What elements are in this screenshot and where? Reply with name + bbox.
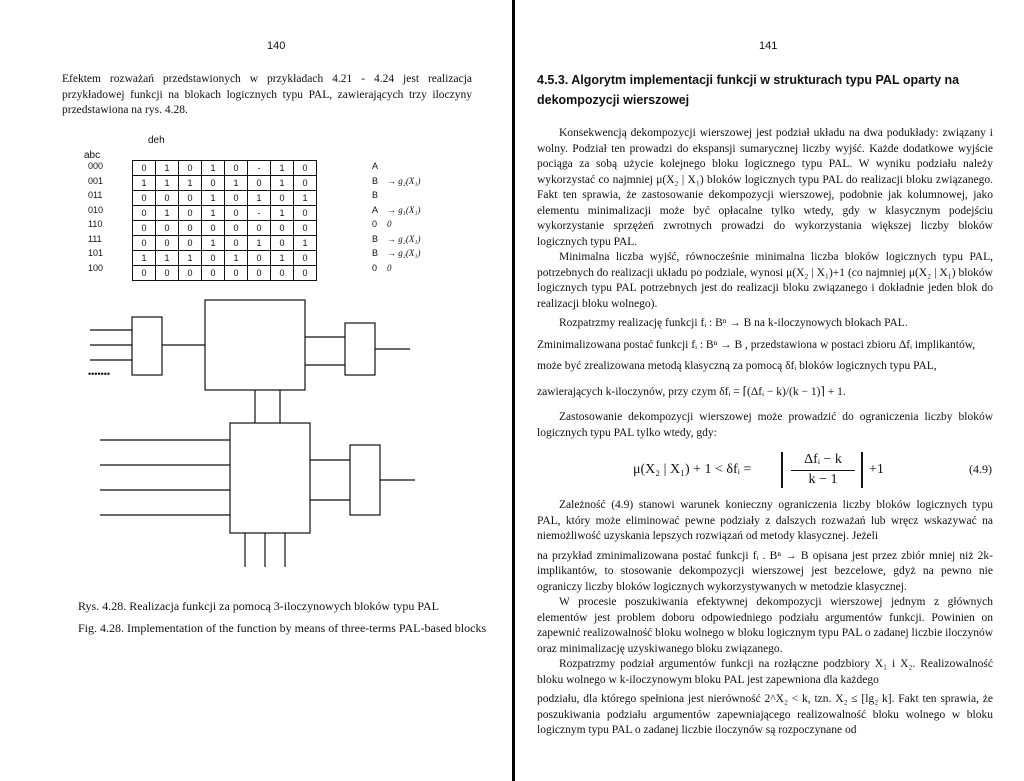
table-cell: 0 — [156, 191, 179, 206]
table-cell: 0 — [156, 266, 179, 281]
table-row — [133, 251, 317, 266]
row-label: 011 — [88, 190, 103, 200]
table-row — [133, 236, 317, 251]
paragraph: Zależność (4.9) stanowi warunek konieczny ograniczenia liczby bloków logicznych typu PAL, który może eliminować pewne podziały z dalszych rozważań lub wręcz wskazywać na niemożliwość uzyskania lepszych rozwiązań od metody klasycznej. Jeżeli — [537, 499, 993, 542]
pal-block-3 — [350, 445, 380, 515]
table-cell: 1 — [156, 161, 179, 176]
row-result: 0 — [387, 219, 392, 229]
equation-numerator: Δfᵢ − k — [804, 452, 842, 467]
table-cell: 0 — [225, 221, 248, 236]
paragraph: na przykład zminimalizowana postać funkcji fᵢ . Bⁿ → B opisana jest przez zbiór mniej niż 2k-implikantów, to stosowanie dekompozycji wierszowej jest bezcelowe, gdyż na pewno nie ograniczy liczby bloków logicznych wykorzystywanych w metodzie klasycznej. — [537, 549, 993, 593]
paragraph: może być zrealizowana metodą klasyczną za pomocą δfᵢ bloków logicznych typu PAL, — [537, 360, 937, 372]
row-mark: B — [372, 190, 379, 200]
table-cell: 0 — [248, 176, 271, 191]
table-cell: 0 — [248, 251, 271, 266]
row-mark: B — [372, 175, 379, 186]
table-cell: 0 — [179, 266, 202, 281]
table-cell: 0 — [133, 221, 156, 236]
table-cell: - — [248, 206, 271, 221]
table-cell: 1 — [271, 206, 294, 221]
table-cell: 1 — [156, 176, 179, 191]
truth-table — [132, 160, 317, 281]
table-row — [133, 191, 317, 206]
table-cell: 1 — [294, 236, 317, 251]
table-cell: 1 — [202, 236, 225, 251]
row-mark: A — [372, 161, 379, 171]
table-cell: 0 — [179, 191, 202, 206]
table-cell: 0 — [225, 236, 248, 251]
row-mark: B — [372, 233, 379, 244]
table-cell: 1 — [179, 251, 202, 266]
paragraph: Zminimalizowana postać funkcji fᵢ : Bⁿ → B , przedstawiona w postaci zbioru Δfᵢ implikantów, — [537, 338, 976, 351]
paragraph: W procesie poszukiwania efektywnej dekompozycji wierszowej jednym z głównych elementów jest problem doboru odpowiedniego podziału argumentów funkcji. Powinien on zapewnić realizowalność bloku wolnego w bloku logicznym typu PAL o zadanej liczbie iloczynów oraz minimalizację uzyskiwanego bloku związanego. — [537, 596, 993, 655]
table-cell: 0 — [271, 191, 294, 206]
table-cell: 0 — [225, 266, 248, 281]
table-cell: 1 — [271, 161, 294, 176]
table-cell: 0 — [202, 221, 225, 236]
table-cell: 1 — [225, 176, 248, 191]
table-cell: 0 — [294, 161, 317, 176]
paragraph: Konsekwencją dekompozycji wierszowej jest podział układu na dwa podukłady: związany i wolny. Podział ten prowadzi do ekspansji sumarycznej liczby wyjść. Każde dodatkowe wyjście pociąga za sobą użycie kolejnego bloku logicznego typu PAL. W wyniku podziału należy wykorzystać co najmniej μ(X₂ | X₁) bloków logicznych typu PAL do realizacji bloku związanego. Fakt ten sprawia, że zastosowanie dekompozycji wierszowej, podobnie jak kolumnowej, jako elementu minimalizacji może być opłacalne tylko wtedy, gdy w klasycznym podejściu wykorzystanie sprzężeń zwrotnych prowadzi do wykorzystania większej liczby bloków logicznych typu PAL. — [537, 127, 993, 248]
row-label: 101 — [88, 248, 104, 258]
table-cell: 1 — [202, 191, 225, 206]
ceil-right — [861, 452, 863, 488]
row-result: → g₂(X₁) — [387, 175, 421, 186]
table-col-header: deh — [148, 135, 165, 146]
row-label: 110 — [88, 219, 103, 229]
row-result: → g₂(X₁) — [387, 233, 421, 244]
table-cell: 0 — [133, 266, 156, 281]
pal-block-2 — [345, 323, 375, 375]
table-cell: 0 — [202, 251, 225, 266]
table-cell: 1 — [271, 176, 294, 191]
table-cell: 0 — [179, 221, 202, 236]
table-cell: 1 — [225, 251, 248, 266]
right-page — [515, 0, 1024, 781]
row-label: 001 — [88, 175, 104, 186]
table-cell: 0 — [133, 206, 156, 221]
section-heading: 4.5.3. Algorytm implementacji funkcji w strukturach typu PAL oparty na dekompozycji wierszowej — [537, 73, 960, 107]
body-text-bottom — [537, 498, 993, 739]
table-cell: 0 — [248, 266, 271, 281]
table-row — [133, 176, 317, 191]
table-cell: 0 — [294, 266, 317, 281]
row-mark: A — [372, 204, 379, 215]
table-cell: 1 — [202, 206, 225, 221]
table-cell: 0 — [294, 206, 317, 221]
table-cell: 0 — [133, 191, 156, 206]
body-text-top — [537, 126, 993, 441]
table-cell: 1 — [294, 191, 317, 206]
table-cell: 0 — [271, 236, 294, 251]
table-cell: 0 — [179, 161, 202, 176]
page-number: 140 — [267, 40, 286, 52]
intro-paragraph: Efektem rozważań przedstawionych w przykładach 4.21 - 4.24 jest realizacja przykładowej funkcji na blokach logicznych typu PAL, zawierających trzy iloczyny przedstawiona na rys. 4.28. — [62, 73, 472, 116]
equation-lhs: μ(X₂ | X₁) + 1 < δfᵢ = — [633, 462, 752, 477]
table-cell: 0 — [179, 206, 202, 221]
paragraph: Rozpatrzmy realizację funkcji fᵢ : Bⁿ → B na k-iloczynowych blokach PAL. — [559, 317, 908, 329]
table-cell: 1 — [202, 161, 225, 176]
pal-block-lower — [230, 423, 310, 533]
table-cell: 0 — [248, 221, 271, 236]
table-cell: 0 — [133, 236, 156, 251]
table-cell: 1 — [271, 251, 294, 266]
pal-block-1 — [132, 317, 162, 375]
svg-text:•••••••: ••••••• — [88, 369, 111, 379]
table-cell: 1 — [179, 176, 202, 191]
row-label: 100 — [88, 262, 104, 273]
table-cell: 0 — [202, 176, 225, 191]
row-mark: B — [372, 248, 379, 258]
equation-4-9 — [633, 452, 1003, 492]
table-cell: 1 — [248, 236, 271, 251]
row-result: → g₂(X₁) — [387, 248, 421, 258]
table-cell: 0 — [294, 251, 317, 266]
row-mark: 0 — [372, 219, 378, 229]
row-result: 0 — [387, 262, 392, 273]
equation-tail: +1 — [869, 462, 884, 477]
table-cell: 0 — [133, 161, 156, 176]
row-result: → g₁(X₁) — [387, 204, 421, 215]
table-cell: 0 — [225, 206, 248, 221]
table-cell: 0 — [202, 266, 225, 281]
table-cell: 1 — [248, 191, 271, 206]
table-cell: - — [248, 161, 271, 176]
paragraph: zawierających k-iloczynów, przy czym δfᵢ = ⌈(Δfᵢ − k)/(k − 1)⌉ + 1. — [537, 385, 846, 398]
pal-block-diagram — [80, 295, 460, 570]
table-cell: 0 — [156, 236, 179, 251]
table-cell: 0 — [225, 191, 248, 206]
table-cell: 0 — [294, 221, 317, 236]
row-label: 000 — [88, 161, 104, 171]
table-cell: 1 — [133, 251, 156, 266]
ceil-left — [781, 452, 783, 488]
equation-denominator: k − 1 — [808, 472, 838, 487]
table-row — [133, 161, 317, 176]
table-row — [133, 266, 317, 281]
figure-caption-pl: Rys. 4.28. Realizacja funkcji za pomocą 3-iloczynowych bloków typu PAL — [78, 599, 439, 613]
paragraph: Minimalna liczba wyjść, równocześnie minimalna liczba bloków logicznych typu PAL, potrzebnych do realizacji układu po podziale, wynosi μ(X₂ | X₁)+1 (co najmniej μ(X₂ | X₁) bloków logicznych typu PAL potrzebnych jest do realizacji bloku związanego i dokładnie jeden blok do realizacji bloku wolnego). — [537, 251, 993, 310]
figure-caption-en: Fig. 4.28. Implementation of the function by means of three-terms PAL-based blocks — [78, 621, 487, 635]
table-row — [133, 221, 317, 236]
table-cell: 1 — [156, 206, 179, 221]
table-cell: 1 — [133, 176, 156, 191]
table-cell: 0 — [294, 176, 317, 191]
table-cell: 0 — [225, 161, 248, 176]
row-label: 010 — [88, 204, 104, 215]
pal-block-large — [205, 300, 305, 390]
paragraph: podziału, dla którego spełniona jest nierówność 2^X₂ < k, tzn. X₂ ≤ [lg₂ k]. Fakt ten sprawia, że poszukiwania podziału argumentów zapewniającego realizowalność bloku wolnego w bloku logicznym typu PAL o zadanej liczbie iloczynów są rozpoczynane od — [537, 693, 993, 736]
paragraph: Rozpatrzmy podział argumentów funkcji na rozłączne podzbiory X₁ i X₂. Realizowalność bloku wolnego w k-iloczynowym bloku PAL jest zapewniona dla każdego — [537, 658, 993, 686]
table-cell: 0 — [271, 266, 294, 281]
fraction-bar — [791, 470, 855, 471]
table-row — [133, 206, 317, 221]
table-row-header: abc — [84, 150, 101, 161]
table-cell: 0 — [271, 221, 294, 236]
table-cell: 0 — [179, 236, 202, 251]
row-mark: 0 — [372, 262, 378, 273]
table-cell: 0 — [156, 221, 179, 236]
row-label: 111 — [88, 233, 102, 244]
truth-table-block — [82, 160, 482, 280]
equation-number: (4.9) — [969, 462, 992, 476]
paragraph: Zastosowanie dekompozycji wierszowej może prowadzić do ograniczenia liczby bloków logicznych typu PAL tylko wtedy, gdy: — [537, 411, 993, 439]
table-cell: 1 — [156, 251, 179, 266]
page-number: 141 — [759, 40, 778, 52]
